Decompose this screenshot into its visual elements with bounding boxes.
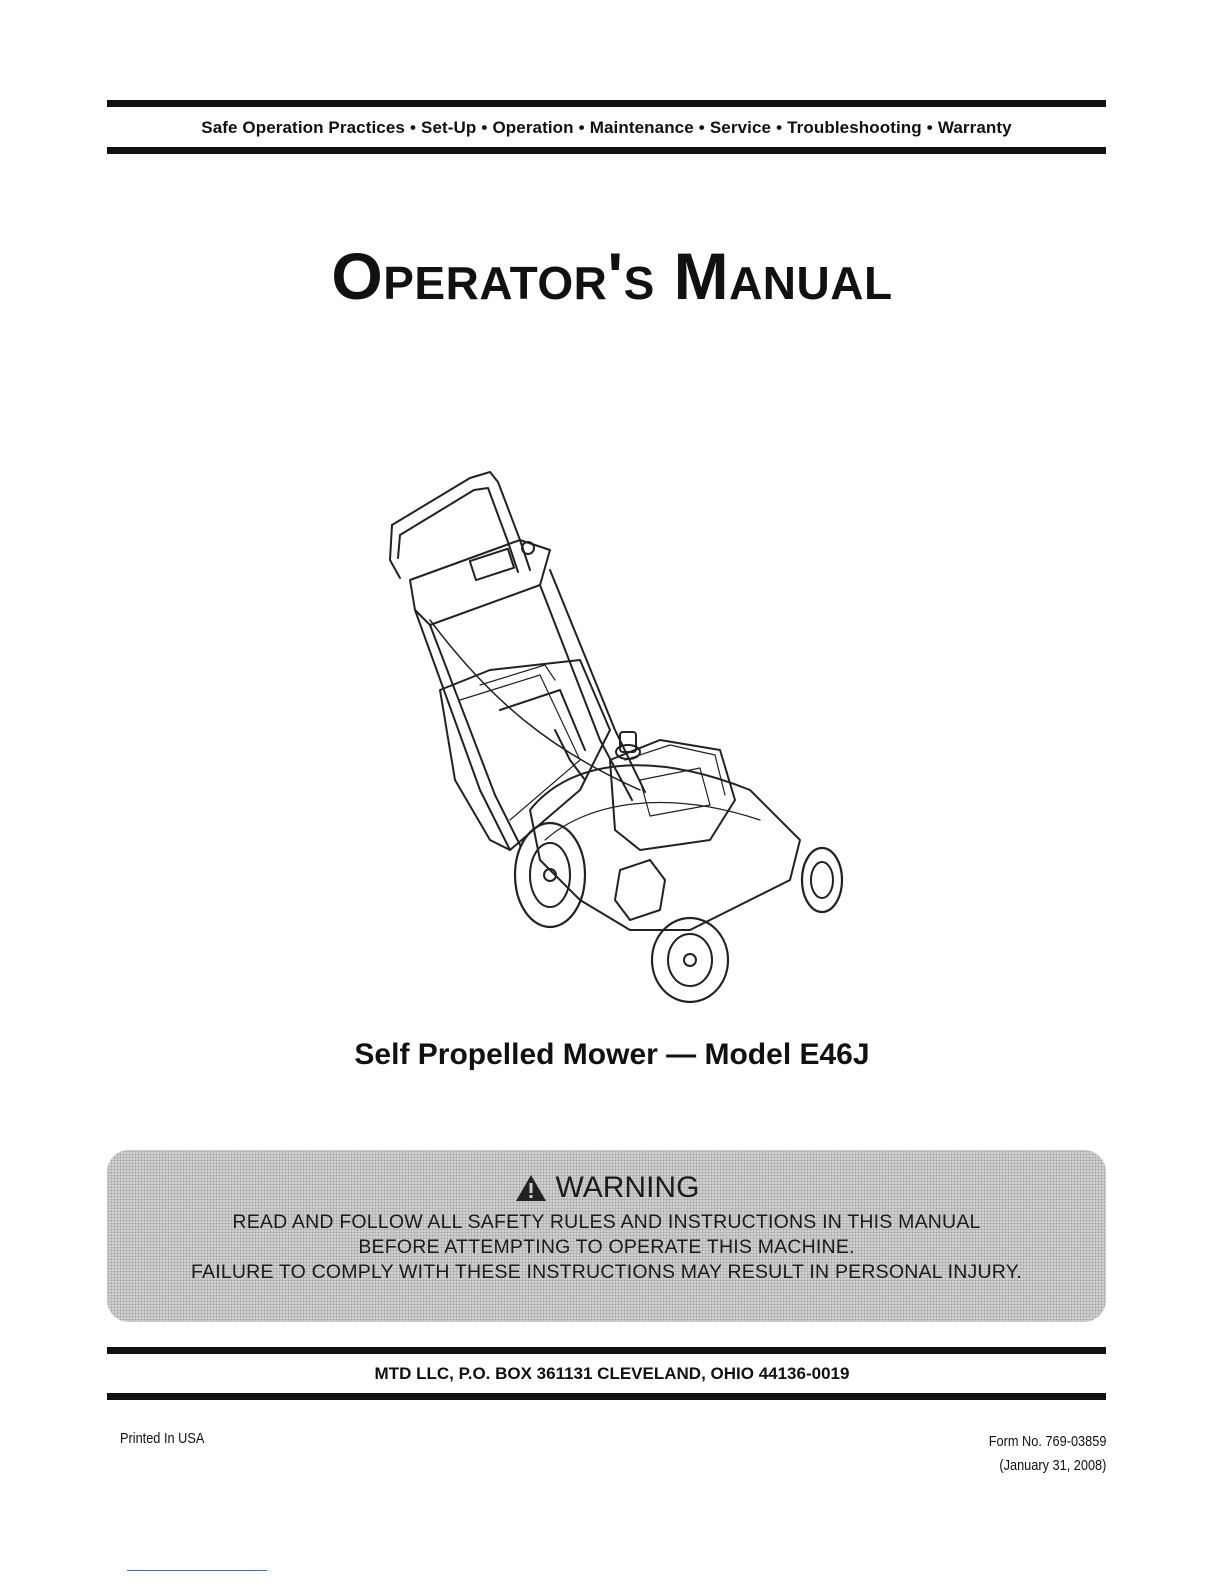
nav-item-troubleshooting: Troubleshooting — [787, 118, 922, 137]
nav-item-maintenance: Maintenance — [589, 118, 694, 137]
top-rule-lower — [107, 147, 1106, 154]
form-number-block — [988, 1430, 1106, 1478]
company-address: MTD LLC, P.O. BOX 361131 CLEVELAND, OHIO 44136-0019 — [374, 1364, 850, 1383]
printed-in: Printed In USA — [120, 1430, 205, 1447]
nav-separator: • — [481, 118, 488, 137]
nav-item-warranty: Warranty — [937, 118, 1012, 137]
nav-item-service: Service — [709, 118, 772, 137]
warning-line-1: READ AND FOLLOW ALL SAFETY RULES AND INSTRUCTIONS IN THIS MANUAL — [232, 1211, 981, 1233]
bottom-rule-upper — [107, 1347, 1106, 1354]
nav-separator: • — [578, 118, 585, 137]
warning-line-3: FAILURE TO COMPLY WITH THESE INSTRUCTIONS MAY RESULT IN PERSONAL INJURY. — [190, 1261, 1023, 1283]
warning-triangle-icon — [514, 1173, 548, 1203]
model-subtitle: Self Propelled Mower — Model E46J — [354, 1038, 870, 1071]
warning-heading-text: WARNING — [555, 1171, 700, 1204]
nav-item-safe-operation: Safe Operation Practices — [201, 118, 405, 137]
nav-separator: • — [776, 118, 783, 137]
nav-separator: • — [698, 118, 705, 137]
section-nav — [107, 112, 1106, 144]
nav-separator: • — [409, 118, 417, 137]
warning-heading — [107, 1172, 1106, 1204]
bottom-rule-lower — [107, 1393, 1106, 1400]
form-date: (January 31, 2008) — [998, 1457, 1106, 1474]
nav-item-operation: Operation — [492, 118, 574, 137]
nav-item-set-up: Set-Up — [421, 118, 477, 137]
warning-box — [107, 1150, 1106, 1322]
warning-line-2: BEFORE ATTEMPTING TO OPERATE THIS MACHINE. — [358, 1236, 855, 1258]
form-number: Form No. 769-03859 — [988, 1433, 1106, 1450]
nav-separator: • — [926, 118, 933, 137]
page-title: Operator's Manual — [331, 239, 893, 313]
lawn-mower-illustration — [370, 460, 860, 1010]
top-rule-upper — [107, 100, 1106, 107]
footer-link-underline — [127, 1570, 267, 1571]
